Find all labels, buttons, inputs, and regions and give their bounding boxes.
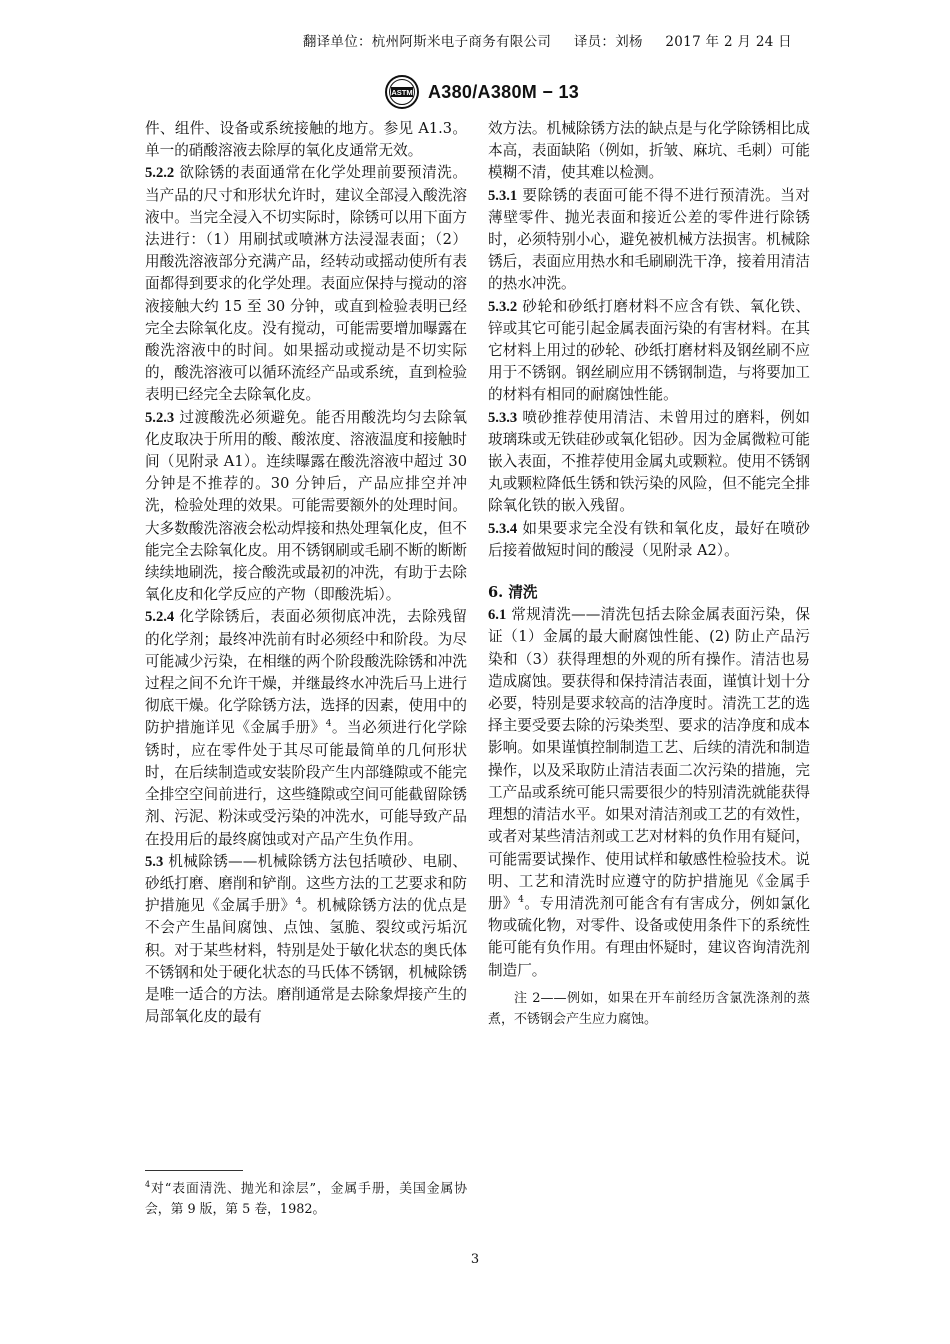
footnote-divider bbox=[145, 1170, 243, 1171]
translation-unit: 翻译单位：杭州阿斯米电子商务有限公司 bbox=[302, 34, 552, 50]
translator-name: 译员：刘杨 bbox=[573, 34, 643, 50]
standard-code: A380/A380M − 13 bbox=[428, 81, 580, 102]
footnote bbox=[145, 1174, 467, 1220]
footnote-reference: 4 bbox=[295, 897, 302, 908]
astm-logo-icon bbox=[384, 74, 420, 110]
footnote-reference: 4 bbox=[518, 895, 524, 906]
left-column bbox=[145, 118, 467, 1028]
clause-number: 6.1 bbox=[488, 607, 507, 624]
clause-5-2-4 bbox=[145, 606, 467, 850]
clause-text: 要除锈的表面可能不得不进行预清洗。当对薄壁零件、抛光表面和接近公差的零件进行除锈时，必须特别小心，避免被机械方法损害。机械除锈后，表面应用热水和毛刷刷洗干净，接着用清洁的热水冲洗。 bbox=[488, 186, 810, 293]
clause-text: 喷砂推荐使用清洁、未曾用过的磨料，例如玻璃珠或无铁硅砂或氧化铝砂。因为金属微粒可能嵌入表面，不推荐使用金属丸或颗粒。使用不锈钢丸或颗粒降低生锈和铁污染的风险，但不能完全排除氧化铁的嵌入残留。 bbox=[488, 408, 810, 515]
clause-number: 5.2.2 bbox=[145, 165, 175, 182]
clause-text: 常规清洗——清洗包括去除金属表面污染，保证（1）金属的最大耐腐蚀性能、(2) 防止产品污染和（3）获得理想的外观的所有操作。清洁也易造成腐蚀。要获得和保持清洁表面，谨慎计划十分必要，特别是要求较高的洁净度时。清洗工艺的选择主要受要去除的污染类型、要求的洁净度和成本影响。如果谨慎控制制造工艺、后续的清洗和制造操作，以及采取防止清洁表面二次污染的措施，完工产品或系统可能只需要很少的特别清洗就能获得理想的清洁水平。如果对清洁剂或工艺的有效性，或者对某些清洁剂或工艺对材料的负作用有疑问，可能需要试操作、使用试样和敏感性检验技术。说明、工艺和清洗时应遵守的防护措施见《金属手册》 bbox=[488, 606, 810, 912]
page-number: 3 bbox=[470, 1252, 480, 1267]
clause-number: 5.3.1 bbox=[488, 187, 518, 204]
note-2: 注 2——例如，如果在开车前经历含氯洗涤剂的蒸煮，不锈钢会产生应力腐蚀。 bbox=[488, 990, 810, 1027]
clause-5-2-2 bbox=[145, 162, 467, 406]
clause-number: 5.3 bbox=[145, 853, 164, 870]
clause-text: 砂轮和砂纸打磨材料不应含有铁、氧化铁、锌或其它可能引起金属表面污染的有害材料。在其它材料上用过的砂轮、砂纸打磨材料及钢丝刷不应用于不锈钢。钢丝刷应用不锈钢制造，与将要加工的材料有相同的耐腐蚀性能。 bbox=[488, 297, 810, 404]
clause-number: 5.3.2 bbox=[488, 298, 518, 315]
standard-identifier bbox=[384, 74, 579, 110]
clause-6-1 bbox=[488, 604, 810, 981]
paragraph-continuation: 效方法。机械除锈方法的缺点是与化学除锈相比成本高，表面缺陷（例如，折皱、麻坑、毛刺）可能模糊不清，使其难以检测。 bbox=[488, 120, 810, 182]
clause-text: 如果要求完全没有铁和氧化皮，最好在喷砂后接着做短时间的酸浸（见附录 A2）。 bbox=[488, 519, 810, 559]
clause-text: 过渡酸洗必须避免。能否用酸洗均匀去除氧化皮取决于所用的酸、酸浓度、溶液温度和接触时间（见附录 A1）。连续曝露在酸洗溶液中超过 30 分钟是不推荐的。30 分钟后，产品应排空并冲洗，检验处理的效果。可能需要额外的处理时间。大多数酸洗溶液会松动焊接和热处理氧化皮，但不能完全去除氧化皮。用不锈钢刷或毛刷不断的断断续续地刷洗，接合酸洗或最初的冲洗，有助于去除氧化皮和化学反应的产物（即酸洗垢）。 bbox=[145, 408, 467, 604]
paragraph-continuation: 件、组件、设备或系统接触的地方。参见 A1.3。单一的硝酸溶液去除厚的氧化皮通常无效。 bbox=[145, 120, 467, 160]
clause-text: 机械除锈——机械除锈方法包括喷砂、电刷、砂纸打磨、磨削和铲削。这些方法的工艺要求和防护措施见《金属手册》 bbox=[145, 852, 467, 915]
clause-number: 5.3.3 bbox=[488, 409, 518, 426]
clause-number: 5.2.4 bbox=[145, 609, 175, 626]
section-heading-cleaning: 6. 清洗 bbox=[488, 584, 538, 602]
footnote-marker: 4 bbox=[145, 1180, 151, 1189]
clause-number: 5.2.3 bbox=[145, 409, 175, 426]
clause-5-3-3 bbox=[488, 407, 810, 518]
footnote-reference: 4 bbox=[325, 719, 332, 730]
translation-header bbox=[303, 30, 792, 50]
clause-text: 。专用清洗剂可能含有有害成分，例如氯化物或硫化物，对零件、设备或使用条件下的系统性能可能有负作用。有理由怀疑时，建议咨询清洗剂制造厂。 bbox=[488, 894, 810, 979]
clause-number: 5.3.4 bbox=[488, 520, 518, 537]
footnote-text: 对“表面清洗、抛光和涂层”，金属手册，美国金属协会，第 9 版，第 5 卷，1982。 bbox=[145, 1181, 467, 1218]
clause-5-3-4 bbox=[488, 518, 810, 562]
clause-text: 。机械除锈方法的优点是不会产生晶间腐蚀、点蚀、氢脆、裂纹或污垢沉积。对于某些材料，特别是处于敏化状态的奥氏体不锈钢和处于硬化状态的马氏体不锈钢，机械除锈是唯一适合的方法。磨削通常是去除象焊接产生的局部氧化皮的最有 bbox=[145, 897, 467, 1026]
clause-5-3-2 bbox=[488, 296, 810, 407]
clause-text: 。当必须进行化学除锈时，应在零件处于其尽可能最简单的几何形状时，在后续制造或安装阶段产生内部缝隙或不能完全排空空间前进行，这些缝隙或空间可能截留除锈剂、污泥、粉沫或受污染的冲洗水，可能导致产品在投用后的最终腐蚀或对产品产生负作用。 bbox=[145, 719, 467, 848]
clause-text: 欲除锈的表面通常在化学处理前要预清洗。当产品的尺寸和形状允许时，建议全部浸入酸洗溶液中。当完全浸入不切实际时，除锈可以用下面方法进行：（1）用刷拭或喷淋方法浸湿表面；（2）用酸洗溶液部分充满产品，经转动或摇动使所有表面都得到要求的化学处理。表面应保持与搅动的溶液接触大约 15 至 30 分钟，或直到检验表明已经完全去除氧化皮。没有搅动，可能需要增加曝露在酸洗溶液中的时间。如果摇动或搅动是不切实际的，酸洗溶液可以循环流经产品或系统，直到检验表明已经完全去除氧化皮。 bbox=[145, 164, 467, 404]
clause-5-3 bbox=[145, 851, 467, 1029]
clause-5-2-3 bbox=[145, 407, 467, 607]
translation-date: 2017 年 2 月 24 日 bbox=[665, 34, 792, 50]
clause-text: 化学除锈后，表面必须彻底冲洗，去除残留的化学剂；最终冲洗前有时必须经中和阶段。为尽可能减少污染，在相继的两个阶段酸洗除锈和冲洗过程之间不允许干燥，并继最终水冲洗后马上进行彻底干燥。化学除锈方法，选择的因素，使用中的防护措施详见《金属手册》 bbox=[145, 608, 467, 737]
right-column bbox=[488, 118, 810, 1030]
astm-logo-text: ASTM bbox=[391, 88, 413, 98]
clause-5-3-1 bbox=[488, 185, 810, 296]
